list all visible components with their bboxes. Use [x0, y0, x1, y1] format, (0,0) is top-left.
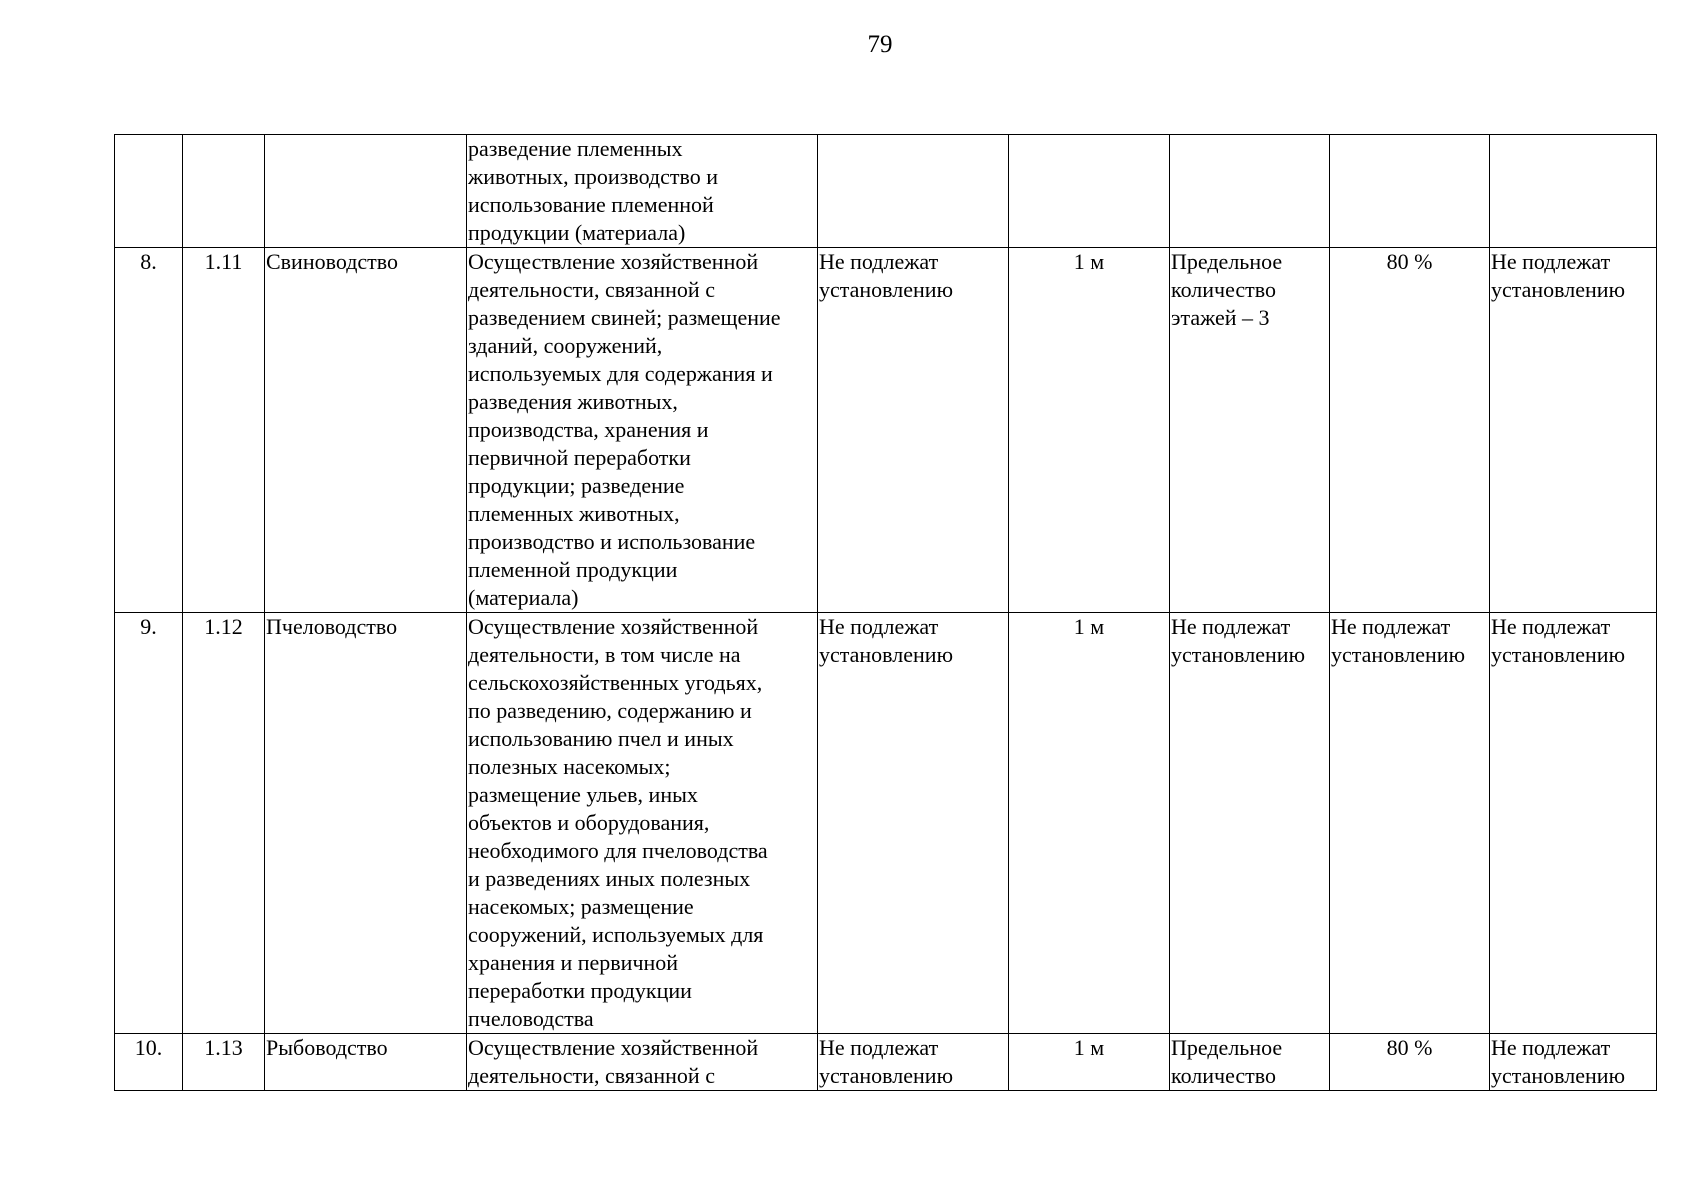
- code-cell: 1.13: [183, 1034, 265, 1091]
- floors-cell: [1170, 135, 1330, 248]
- plot-size-cell: Не подлежат установлению: [818, 248, 1009, 613]
- coverage-cell: [1330, 135, 1490, 248]
- setback-cell: 1 м: [1009, 1034, 1170, 1091]
- table-row: [115, 135, 1657, 248]
- code-cell: 1.11: [183, 248, 265, 613]
- floors-cell: Предельное количество: [1170, 1034, 1330, 1091]
- setback-cell: [1009, 135, 1170, 248]
- plot-size-cell: Не подлежат установлению: [818, 1034, 1009, 1091]
- floors-cell: Не подлежат установлению: [1170, 613, 1330, 1034]
- setback-cell: 1 м: [1009, 613, 1170, 1034]
- page-number: 79: [867, 31, 893, 58]
- description-cell: Осуществление хозяйственной деятельности, связанной с: [467, 1034, 818, 1091]
- plot-size-cell: Не подлежат установлению: [818, 613, 1009, 1034]
- table-row: [115, 1034, 1657, 1091]
- other-cell: Не подлежат установлению: [1490, 613, 1657, 1034]
- other-cell: Не подлежат установлению: [1490, 1034, 1657, 1091]
- row-number-cell: 9.: [115, 613, 183, 1034]
- land-use-table: [114, 134, 1657, 1091]
- name-cell: Свиноводство: [265, 248, 467, 613]
- row-number-cell: 10.: [115, 1034, 183, 1091]
- description-cell: Осуществление хозяйственной деятельности, связанной с разведением свиней; размещение зданий, сооружений, используемых для содержания и разведения животных, производства, хранения и первичной переработки продукции; разведение племенных животных, производство и использование племенной продукции (материала): [467, 248, 818, 613]
- coverage-cell: Не подлежат установлению: [1330, 613, 1490, 1034]
- setback-cell: 1 м: [1009, 248, 1170, 613]
- floors-cell: Предельное количество этажей – 3: [1170, 248, 1330, 613]
- plot-size-cell: [818, 135, 1009, 248]
- other-cell: Не подлежат установлению: [1490, 248, 1657, 613]
- table-row: [115, 613, 1657, 1034]
- coverage-cell: 80 %: [1330, 1034, 1490, 1091]
- name-cell: Пчеловодство: [265, 613, 467, 1034]
- description-cell: Осуществление хозяйственной деятельности, в том числе на сельскохозяйственных угодьях, по разведению, содержанию и использованию пчел и иных полезных насекомых; размещение ульев, иных объектов и оборудования, необходимого для пчеловодства и разведениях иных полезных насекомых; размещение сооружений, используемых для хранения и первичной переработки продукции пчеловодства: [467, 613, 818, 1034]
- name-cell: [265, 135, 467, 248]
- code-cell: [183, 135, 265, 248]
- row-number-cell: [115, 135, 183, 248]
- name-cell: Рыбоводство: [265, 1034, 467, 1091]
- other-cell: [1490, 135, 1657, 248]
- table-row: [115, 248, 1657, 613]
- description-cell: разведение племенных животных, производство и использование племенной продукции (материала): [467, 135, 818, 248]
- row-number-cell: 8.: [115, 248, 183, 613]
- coverage-cell: 80 %: [1330, 248, 1490, 613]
- code-cell: 1.12: [183, 613, 265, 1034]
